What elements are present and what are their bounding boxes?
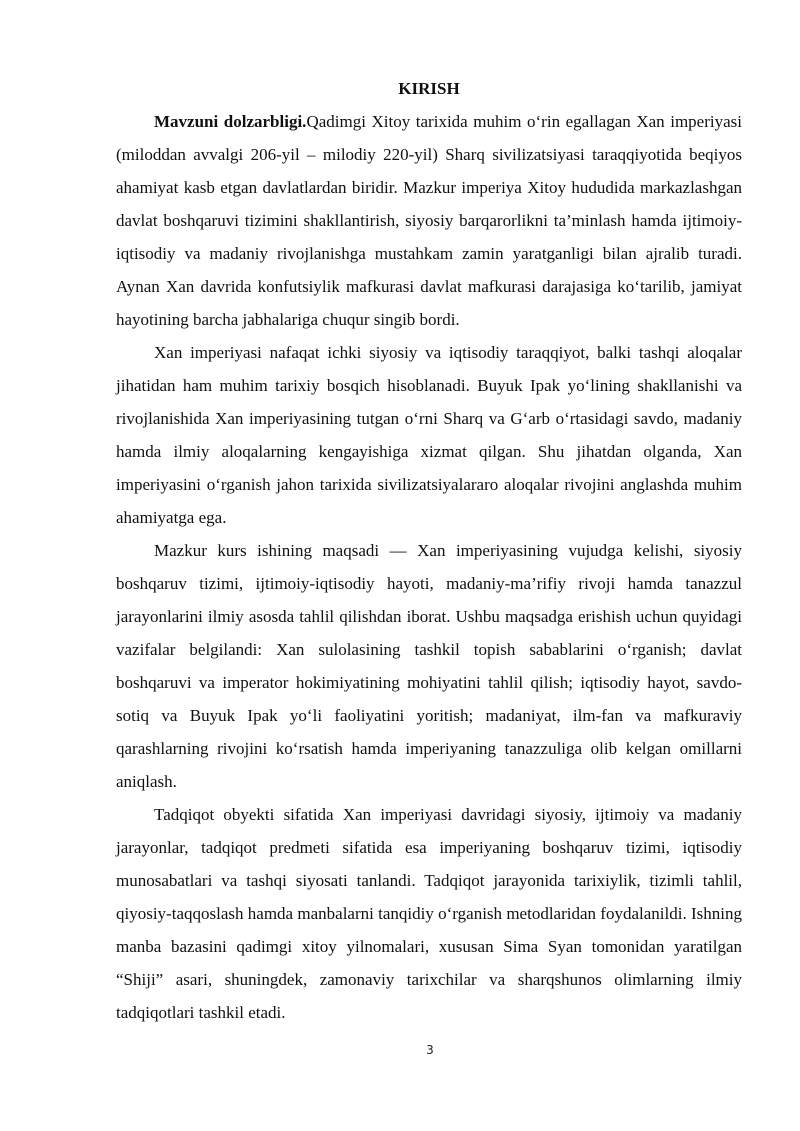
paragraph-text: Qadimgi Xitoy tarixida muhim o‘rin egallagan Xan imperiyasi (miloddan avvalgi 206-yil – milodiy 220-yil) Sharq sivilizatsiyasi taraqqiyotida beqiyos ahamiyat kasb etgan davlatlardan biridir. Mazkur imperiya Xitoy hududida markazlashgan davlat boshqaruvi tizimini shakllantirish, siyosiy barqarorlikni ta’minlash hamda ijtimoiy-iqtisodiy va madaniy rivojlanishga mustahkam zamin yaratganligi bilan ajralib turadi. Aynan Xan davrida konfutsiylik mafkurasi davlat mafkurasi darajasiga ko‘tarilib, jamiyat hayotining barcha jabhalariga chuqur singib bordi. [116, 112, 742, 329]
paragraph-goals [116, 534, 742, 798]
paragraph-research-object [116, 798, 742, 1029]
paragraph-text: Mazkur kurs ishining maqsadi — Xan imperiyasining vujudga kelishi, siyosiy boshqaruv tizimi, ijtimoiy-iqtisodiy hayoti, madaniy-ma’rifiy rivoji hamda tanazzul jarayonlarini ilmiy asosda tahlil qilishdan iborat. Ushbu maqsadga erishish uchun quyidagi vazifalar belgilandi: Xan sulolasining tashkil topish sabablarini o‘rganish; davlat boshqaruvi va imperator hokimiyatining mohiyatini tahlil qilish; iqtisodiy hayot, savdo-sotiq va Buyuk Ipak yo‘li faoliyatini yoritish; madaniyat, ilm-fan va mafkuraviy qarashlarning rivojini ko‘rsatish hamda imperiyaning tanazzuliga olib kelgan omillarni aniqlash. [116, 541, 742, 791]
page-number: 3 [426, 1043, 434, 1057]
paragraph-lead: Mavzuni dolzarbligi. [154, 112, 307, 131]
section-title: KIRISH [398, 79, 460, 98]
paragraph-external-relations [116, 336, 742, 534]
paragraph-relevance [116, 105, 742, 336]
paragraph-text: Tadqiqot obyekti sifatida Xan imperiyasi davridagi siyosiy, ijtimoiy va madaniy jarayonlar, tadqiqot predmeti sifatida esa imperiyaning boshqaruv tizimi, iqtisodiy munosabatlari va tashqi siyosati tanlandi. Tadqiqot jarayonida tarixiylik, tizimli tahlil, qiyosiy-taqqoslash hamda manbalarni tanqidiy o‘rganish metodlaridan foydalanildi. Ishning manba bazasini qadimgi xitoy yilnomalari, xususan Sima Syan tomonidan yaratilgan “Shiji” asari, shuningdek, zamonaviy tarixchilar va sharqshunos olimlarning ilmiy tadqiqotlari tashkil etadi. [116, 805, 742, 1022]
page-body [116, 72, 742, 1029]
paragraph-text: Xan imperiyasi nafaqat ichki siyosiy va iqtisodiy taraqqiyot, balki tashqi aloqalar jihatidan ham muhim tarixiy bosqich hisoblanadi. Buyuk Ipak yo‘lining shakllanishi va rivojlanishida Xan imperiyasining tutgan o‘rni Sharq va G‘arb o‘rtasidagi savdo, madaniy hamda ilmiy aloqalarning kengayishiga xizmat qilgan. Shu jihatdan olganda, Xan imperiyasini o‘rganish jahon tarixida sivilizatsiyalararo aloqalar rivojini anglashda muhim ahamiyatga ega. [116, 343, 742, 527]
